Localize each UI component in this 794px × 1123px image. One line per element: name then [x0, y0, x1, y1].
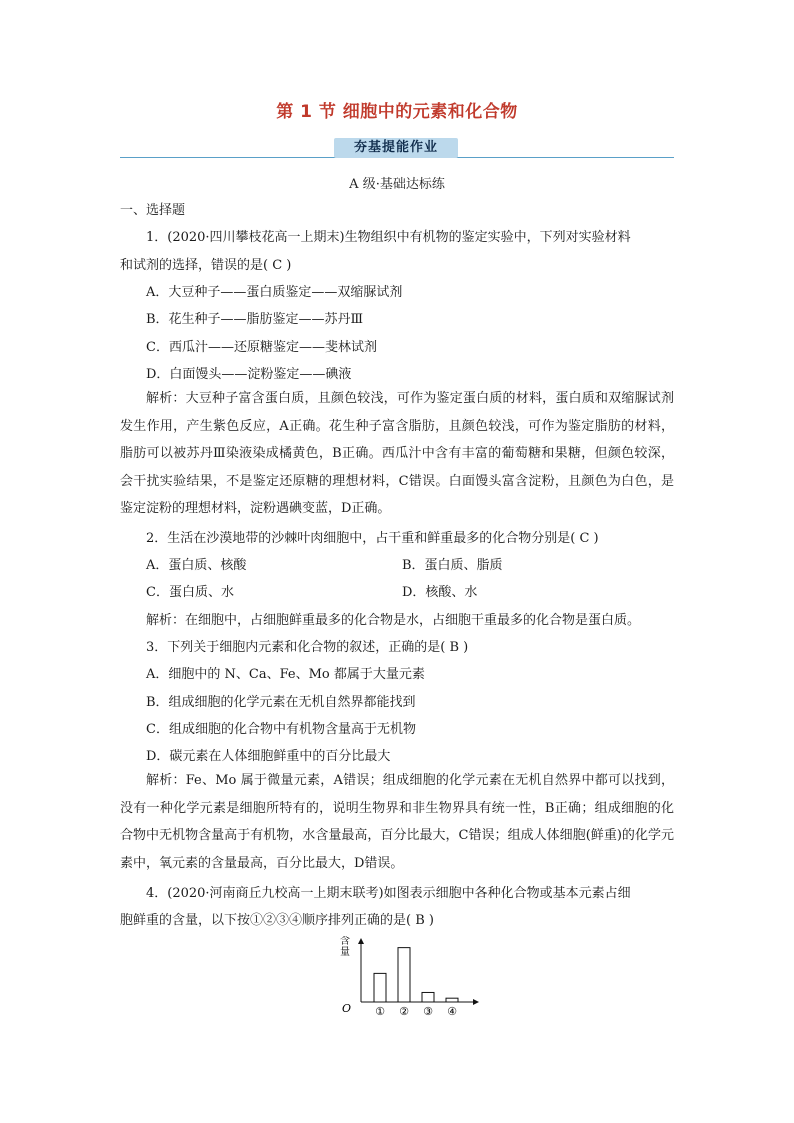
category-label-4: ④: [447, 1005, 457, 1018]
y-axis-label-char-2: 量: [340, 947, 350, 958]
q3-option-a: A．细胞中的 N、Ca、Fe、Mo 都属于大量元素: [146, 667, 425, 682]
origin-label: O: [342, 1002, 352, 1015]
y-axis-label-char-1: 含: [340, 936, 350, 947]
level-heading: A 级·基础达标练: [349, 177, 445, 192]
bar-4: [446, 998, 458, 1002]
q3-analysis: 解析：Fe、Mo 属于微量元素，A错误；组成细胞的化学元素在无机自然界中都可以找到，没有一种化学元素是细胞所特有的，说明生物界和非生物界具有统一性，B正确；组成细胞的化合物中无机物含量高于有机物，水含量最高，百分比最大，C错误；组成人体细胞(鲜重)的化学元素中，氧元素的含量最高，百分比最大，D错误。: [120, 773, 674, 871]
q4-stem-line1: 4．(2020·河南商丘九校高一上期末联考)如图表示细胞中各种化合物或基本元素占细: [146, 886, 631, 901]
page-title: 第 1 节 细胞中的元素和化合物: [276, 102, 518, 122]
category-label-3: ③: [423, 1005, 433, 1018]
q1-stem-line2: 和试剂的选择，错误的是( C ): [120, 258, 292, 273]
content-bar-chart: [336, 936, 486, 1020]
q1-option-a: A．大豆种子——蛋白质鉴定——双缩脲试剂: [146, 285, 403, 300]
bar-3: [422, 992, 434, 1002]
bar-2: [398, 948, 410, 1002]
q1-stem-line1: 1．(2020·四川攀枝花高一上期末)生物组织中有机物的鉴定实验中，下列对实验材料: [146, 230, 631, 245]
q2-stem: 2．生活在沙漠地带的沙棘叶肉细胞中，占干重和鲜重最多的化合物分别是( C ): [146, 531, 599, 546]
section-banner: 夯基提能作业: [334, 138, 458, 158]
q3-option-b: B．组成细胞的化学元素在无机自然界都能找到: [146, 695, 416, 710]
q2-option-c: C．蛋白质、水: [146, 585, 234, 600]
q1-option-b: B．花生种子——脂肪鉴定——苏丹Ⅲ: [146, 312, 364, 327]
category-label-2: ②: [399, 1005, 409, 1018]
q3-option-d: D．碳元素在人体细胞鲜重中的百分比最大: [146, 749, 391, 764]
bar-1: [374, 973, 386, 1002]
q3-option-c: C．组成细胞的化合物中有机物含量高于无机物: [146, 722, 416, 737]
category-label-1: ①: [375, 1005, 385, 1018]
q2-option-d: D．核酸、水: [402, 585, 478, 600]
q1-analysis: 解析：大豆种子富含蛋白质，且颜色较浅，可作为鉴定蛋白质的材料，蛋白质和双缩脲试剂发生作用，产生紫色反应，A正确。花生种子富含脂肪，且颜色较浅，可作为鉴定脂肪的材料，脂肪可以被苏丹Ⅲ染液染成橘黄色，B正确。西瓜汁中含有丰富的葡萄糖和果糖，但颜色较深，会干扰实验结果，不是鉴定还原糖的理想材料，C错误。白面馒头富含淀粉，且颜色为白色，是鉴定淀粉的理想材料，淀粉遇碘变蓝，D正确。: [120, 391, 674, 517]
q2-option-b: B．蛋白质、脂质: [402, 558, 503, 573]
section-heading: 一、选择题: [120, 203, 186, 218]
q2-option-a: A．蛋白质、核酸: [146, 558, 247, 573]
q4-stem-line2: 胞鲜重的含量，以下按①②③④顺序排列正确的是( B ): [120, 913, 434, 928]
q1-option-d: D．白面馒头——淀粉鉴定——碘液: [146, 367, 352, 382]
q1-option-c: C．西瓜汁——还原糖鉴定——斐林试剂: [146, 340, 377, 355]
q3-stem: 3．下列关于细胞内元素和化合物的叙述，正确的是( B ): [146, 640, 469, 655]
q2-analysis: 解析：在细胞中，占细胞鲜重最多的化合物是水，占细胞干重最多的化合物是蛋白质。: [146, 613, 641, 628]
